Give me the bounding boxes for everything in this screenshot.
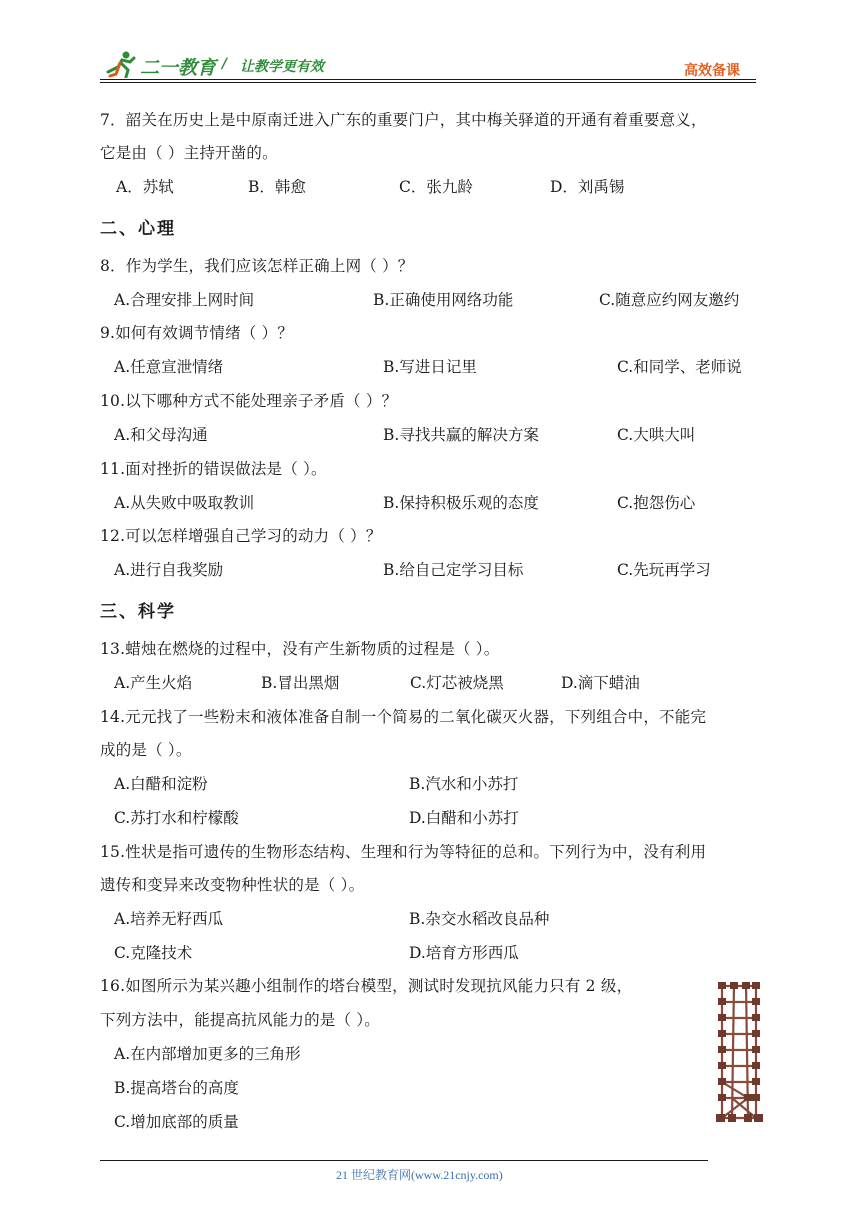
q8-option-a: A.合理安排上网时间 [114, 291, 255, 309]
runner-logo-icon [104, 50, 138, 78]
q8-option-c: C.随意应约网友邀约 [599, 291, 740, 309]
q11-option-a: A.从失败中吸取教训 [114, 494, 255, 512]
q15-option-c: C.克隆技术 [114, 944, 193, 962]
q16-option-c: C.增加底部的质量 [114, 1113, 239, 1131]
brand-logo [104, 50, 354, 78]
q9-option-b: B.写进日记里 [383, 358, 477, 376]
q12-option-a: A.进行自我奖励 [114, 561, 224, 579]
brand-slogan: 让教学更有效 [240, 59, 324, 75]
q7-option-a: A．苏轼 [116, 178, 174, 196]
q9-stem: 9.如何有效调节情绪（ ）？ [100, 324, 294, 342]
section-heading-psychology: 二、心理 [100, 219, 176, 239]
q12-stem: 12.可以怎样增强自己学习的动力（ ）？ [100, 527, 382, 545]
q10-option-a: A.和父母沟通 [114, 426, 208, 444]
q15-option-d: D.培育方形西瓜 [409, 944, 519, 962]
q15-option-b: B.杂交水稻改良品种 [409, 910, 550, 928]
q12-option-b: B.给自己定学习目标 [383, 561, 524, 579]
q13-option-d: D.滴下蜡油 [561, 674, 640, 692]
q14-option-d: D.白醋和小苏打 [409, 809, 519, 827]
q16-stem-line2: 下列方法中，能提高抗风能力的是（ ）。 [100, 1011, 380, 1029]
q13-option-c: C.灯芯被烧黑 [410, 674, 504, 692]
q16-stem-line1: 16.如图所示为某兴趣小组制作的塔台模型，测试时发现抗风能力只有 2 级， [100, 977, 633, 995]
q7-stem-line2: 它是由（ ）主持开凿的。 [100, 144, 278, 162]
header-rule-thin [100, 82, 756, 83]
q7-option-c: C．张九龄 [399, 178, 473, 196]
header-right-label: 高效备课 [684, 63, 740, 79]
q9-option-a: A.任意宣泄情绪 [114, 358, 224, 376]
header-rule [100, 79, 756, 80]
footer-rule [100, 1160, 708, 1161]
q8-stem: 8．作为学生，我们应该怎样正确上网（ ）？ [100, 257, 414, 275]
q14-option-b: B.汽水和小苏打 [409, 775, 519, 793]
q16-option-b: B.提高塔台的高度 [114, 1079, 239, 1097]
q13-stem: 13.蜡烛在燃烧的过程中，没有产生新物质的过程是（ ）。 [100, 640, 500, 658]
q8-option-b: B.正确使用网络功能 [373, 291, 514, 309]
q15-option-a: A.培养无籽西瓜 [114, 910, 224, 928]
q7-option-d: D．刘禹锡 [550, 178, 625, 196]
q15-stem-line1: 15.性状是指可遗传的生物形态结构、生理和行为等特征的总和。下列行为中，没有利用 [100, 843, 707, 861]
q14-option-a: A.白醋和淀粉 [114, 775, 208, 793]
footer-text: 21 世纪教育网(www.21cnjy.com) [336, 1168, 503, 1182]
q11-option-b: B.保持积极乐观的态度 [383, 494, 539, 512]
q12-option-c: C.先玩再学习 [617, 561, 711, 579]
section-heading-science: 三、科学 [100, 602, 176, 622]
q14-stem-line2: 成的是（ ）。 [100, 741, 192, 759]
q7-option-b: B．韩愈 [248, 178, 306, 196]
q16-option-a: A.在内部增加更多的三角形 [114, 1045, 301, 1063]
q11-option-c: C.抱怨伤心 [617, 494, 696, 512]
q13-option-a: A.产生火焰 [114, 674, 193, 692]
q14-stem-line1: 14.元元找了一些粉末和液体准备自制一个简易的二氧化碳灭火器，下列组合中，不能完 [100, 708, 707, 726]
q7-stem-line1: 7．韶关在历史上是中原南迁进入广东的重要门户，其中梅关驿道的开通有着重要意义， [100, 111, 707, 129]
q10-option-b: B.寻找共赢的解决方案 [383, 426, 539, 444]
brand-name: 二一教育 [140, 57, 217, 79]
q10-option-c: C.大哄大叫 [617, 426, 696, 444]
q11-stem: 11.面对挫折的错误做法是（ ）。 [100, 460, 327, 478]
q9-option-c: C.和同学、老师说 [617, 358, 742, 376]
brand-separator: / [222, 56, 228, 72]
q14-option-c: C.苏打水和柠檬酸 [114, 809, 239, 827]
tower-model-image [712, 978, 768, 1128]
q15-stem-line2: 遗传和变异来改变物种性状的是（ ）。 [100, 876, 365, 894]
q10-stem: 10.以下哪种方式不能处理亲子矛盾（ ）？ [100, 392, 398, 410]
q13-option-b: B.冒出黑烟 [261, 674, 340, 692]
